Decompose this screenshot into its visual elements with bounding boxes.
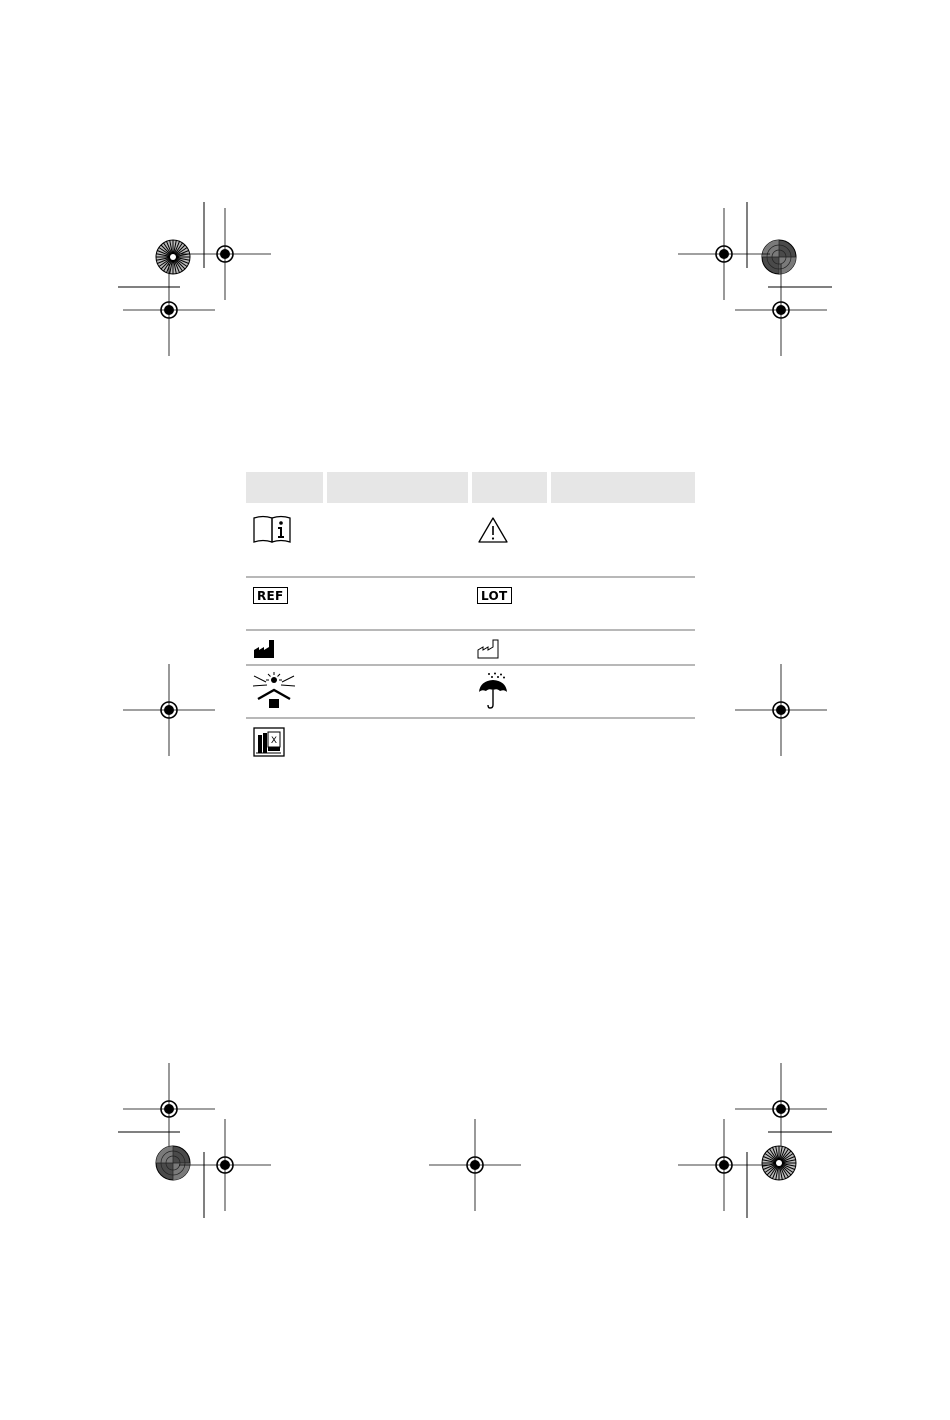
table-row <box>246 719 695 764</box>
header-cell-symbol-1 <box>246 472 323 503</box>
warning-triangle-icon <box>477 516 509 544</box>
crosshair-icon <box>123 1063 215 1155</box>
keep-dry-umbrella-icon <box>477 672 511 710</box>
date-of-manufacture-icon <box>477 639 499 659</box>
crosshair-icon <box>678 1119 770 1211</box>
symbols-table <box>246 472 695 764</box>
table-row <box>246 578 695 631</box>
color-registration-icon <box>156 1146 190 1180</box>
table-row <box>246 666 695 719</box>
crosshair-icon <box>678 208 770 300</box>
crosshair-icon <box>123 264 215 356</box>
reference-number-icon <box>253 587 288 605</box>
lot-number-icon <box>477 587 512 605</box>
table-header <box>246 472 695 503</box>
crosshair-icon <box>179 1119 271 1211</box>
instructions-book-info-icon <box>253 515 291 543</box>
crosshair-icon <box>735 1063 827 1155</box>
starburst-icon <box>156 240 190 274</box>
crosshair-icon <box>735 264 827 356</box>
xray-label: X <box>270 736 278 746</box>
ref-label: REF <box>253 587 288 604</box>
crosshair-icon <box>429 1119 521 1211</box>
header-cell-symbol-2 <box>472 472 547 503</box>
xray-marker-icon <box>253 727 285 757</box>
crosshair-icon <box>179 208 271 300</box>
manufacturer-icon <box>253 639 275 659</box>
crosshair-icon <box>123 664 215 756</box>
table-row <box>246 503 695 578</box>
header-cell-meaning-1 <box>327 472 468 503</box>
lot-label: LOT <box>477 587 512 604</box>
starburst-icon <box>762 1146 796 1180</box>
color-registration-icon <box>762 240 796 274</box>
keep-away-from-sunlight-icon <box>252 672 296 710</box>
header-cell-meaning-2 <box>551 472 695 503</box>
table-row <box>246 631 695 666</box>
crosshair-icon <box>735 664 827 756</box>
